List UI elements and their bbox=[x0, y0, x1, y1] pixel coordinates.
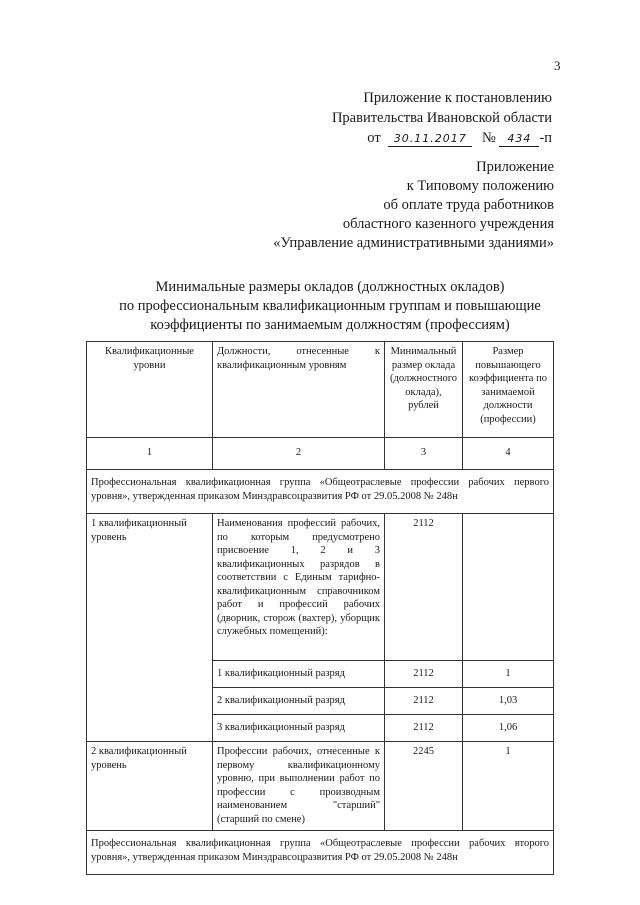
column-numbers-row bbox=[87, 438, 554, 470]
appendix1-line2: Правительства Ивановской области bbox=[331, 110, 552, 126]
group-second-level: Профессиональная квалификационная группа «Общеотраслевые профессии рабочих второго уровня», утвержденная приказом Минздравсоцразвития РФ от 29.05.2008 № 248н bbox=[87, 831, 554, 875]
resolution-number: 434 bbox=[499, 132, 539, 147]
salary-table bbox=[86, 341, 554, 875]
min-salary-value: 2112 bbox=[385, 661, 463, 688]
min-salary-value: 2112 bbox=[385, 688, 463, 715]
group-first-level: Профессиональная квалификационная группа «Общеотраслевые профессии рабочих первого уровня», утвержденная приказом Минздравсоцразвития РФ от 29.05.2008 № 248н bbox=[87, 470, 554, 514]
title-line3: коэффициенты по занимаемым должностям (профессиям) bbox=[150, 317, 510, 333]
document-title bbox=[100, 278, 560, 335]
number-suffix: -п bbox=[539, 130, 552, 146]
coefficient-value bbox=[463, 514, 554, 661]
table-header-row bbox=[87, 342, 554, 438]
position-name: 1 квалификационный разряд bbox=[213, 661, 385, 688]
column-number: 1 bbox=[87, 438, 213, 470]
header-positions: Должности, отнесенные к квалификационным уровням bbox=[213, 342, 385, 438]
qualification-level-2: 2 квалификационный уровень bbox=[87, 742, 213, 831]
position-description: Профессии рабочих, отнесенные к первому квалификационному уровню, при выполнении работ по профессии с производным наименованием "старший" (старший по смене) bbox=[213, 742, 385, 831]
position-name: 2 квалификационный разряд bbox=[213, 688, 385, 715]
coefficient-value: 1 bbox=[463, 742, 554, 831]
column-number: 4 bbox=[463, 438, 554, 470]
appendix1-date-line bbox=[332, 128, 552, 148]
header-coefficient: Размер повышающего коэффициента по занимаемой должности (профессии) bbox=[463, 342, 554, 438]
number-label: № bbox=[481, 130, 496, 146]
resolution-date: 30.11.2017 bbox=[388, 132, 472, 147]
page-number: 3 bbox=[554, 58, 561, 73]
coefficient-value: 1,03 bbox=[463, 688, 554, 715]
header-qualification-levels: Квалификационные уровни bbox=[87, 342, 213, 438]
title-line2: по профессиональным квалификационным группам и повышающие bbox=[119, 298, 541, 314]
appendix-to-resolution bbox=[332, 88, 552, 148]
qualification-level-1: 1 квалификационный уровень bbox=[87, 514, 213, 742]
position-description: Наименования профессий рабочих, по которым предусмотрено присвоение 1, 2 и 3 квалификационных разрядов в соответствии с Единым тарифно-квалификационным справочником работ и профессий рабочих (дворник, сторож (вахтер), уборщик служебных помещений): bbox=[213, 514, 385, 661]
group-row bbox=[87, 831, 554, 875]
from-label: от bbox=[367, 130, 381, 146]
table-row bbox=[87, 514, 554, 661]
appendix2-line4: областного казенного учреждения bbox=[342, 216, 554, 232]
min-salary-value: 2112 bbox=[385, 514, 463, 661]
appendix1-line1: Приложение к постановлению bbox=[363, 90, 552, 106]
group-row bbox=[87, 470, 554, 514]
coefficient-value: 1,06 bbox=[463, 715, 554, 742]
header-min-salary: Минимальный размер оклада (должностного оклада), рублей bbox=[385, 342, 463, 438]
coefficient-value: 1 bbox=[463, 661, 554, 688]
min-salary-value: 2112 bbox=[385, 715, 463, 742]
appendix2-line2: к Типовому положению bbox=[406, 178, 554, 194]
title-line1: Минимальные размеры окладов (должностных окладов) bbox=[155, 279, 505, 295]
position-name: 3 квалификационный разряд bbox=[213, 715, 385, 742]
appendix2-line3: об оплате труда работников bbox=[383, 197, 554, 213]
appendix-to-regulation bbox=[273, 158, 554, 253]
appendix2-line5: «Управление административными зданиями» bbox=[273, 235, 554, 251]
table-row bbox=[87, 742, 554, 831]
column-number: 2 bbox=[213, 438, 385, 470]
column-number: 3 bbox=[385, 438, 463, 470]
min-salary-value: 2245 bbox=[385, 742, 463, 831]
appendix2-line1: Приложение bbox=[476, 159, 554, 175]
